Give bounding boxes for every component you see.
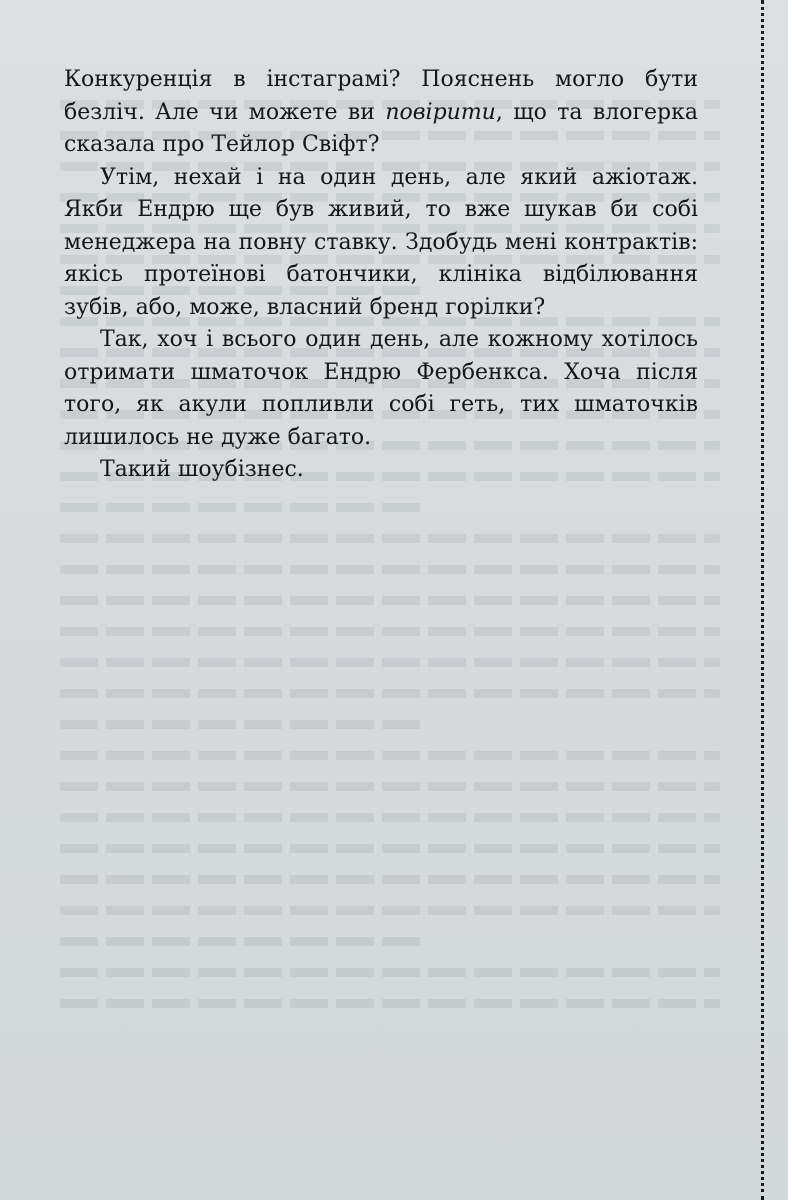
ghost-line — [60, 906, 720, 915]
paragraph-2-text: Утім, нехай і на один день, але який ажіотаж. Якби Ендрю ще був живий, то вже шукав би собі менеджера на повну ставку. Здобудь мені контрактів: якісь протеїнові батончики, клініка відбілювання зубів, або, може, власний бренд горілки? — [64, 164, 698, 320]
ghost-line — [60, 782, 720, 791]
ghost-line — [60, 751, 720, 760]
ghost-line — [60, 689, 720, 698]
paragraph-1 — [64, 64, 698, 162]
paragraph-2 — [64, 162, 698, 325]
body-text — [64, 64, 698, 487]
paragraph-1-emphasis: повірити — [385, 99, 496, 125]
page-edge-perforation — [761, 0, 764, 1200]
paragraph-3-text: Так, хоч і всього один день, але кожному хотілось отримати шматочок Ендрю Фербенкса. Хоча після того, як акули попливли собі геть, тих шматочків лишилось не дуже багато. — [64, 327, 698, 450]
ghost-line — [60, 627, 720, 636]
ghost-line — [60, 813, 720, 822]
ghost-line — [60, 720, 423, 729]
ghost-line — [60, 565, 720, 574]
paragraph-1-segment-3: , що та влогерка сказала про Тейлор Свіфт? — [64, 99, 699, 157]
ghost-line — [60, 875, 720, 884]
ghost-line — [60, 937, 423, 946]
ghost-line — [60, 503, 423, 512]
ghost-line — [60, 844, 720, 853]
paragraph-4 — [64, 454, 698, 487]
ghost-line — [60, 968, 720, 977]
ghost-line — [60, 534, 720, 543]
paragraph-1-segment-1: Конкуренція в інстаграмі? Пояснень могло бути безліч. Але чи можете ви — [64, 67, 698, 125]
paragraph-4-text: Такий шоубізнес. — [100, 457, 304, 482]
ghost-line — [60, 999, 720, 1008]
ghost-line — [60, 596, 720, 605]
ghost-line — [60, 658, 720, 667]
paragraph-3 — [64, 324, 698, 454]
